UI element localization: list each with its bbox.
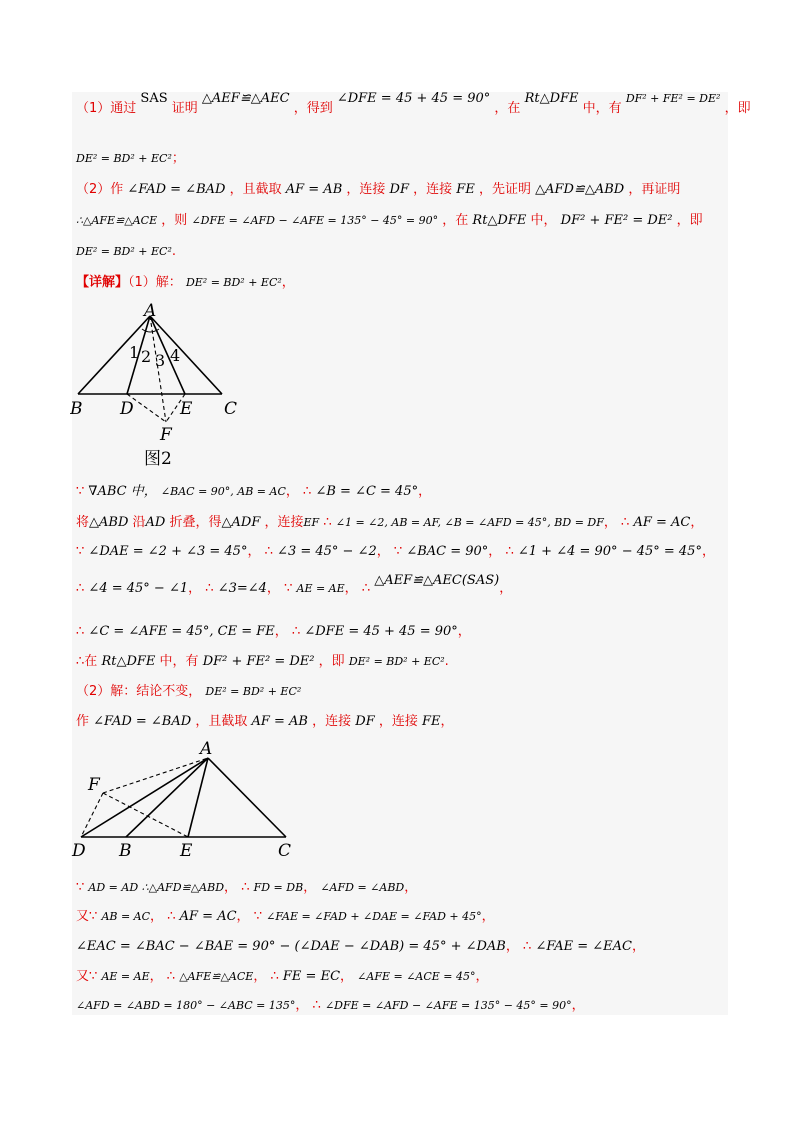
proof-sep: ， xyxy=(631,939,645,954)
analysis-text: ，即 xyxy=(724,101,751,116)
analysis-text: ，连接 xyxy=(346,182,386,197)
proof-sep: ， xyxy=(376,544,390,559)
analysis-math: DE² = BD² + EC² xyxy=(76,245,172,258)
analysis-math: DF² + FE² = DE² xyxy=(560,213,673,228)
proof-sep: ， xyxy=(418,484,432,499)
proof-math: EF xyxy=(303,516,320,529)
analysis-math: DF² + FE² = DE² xyxy=(625,92,721,105)
analysis-math: DE² = BD² + EC² xyxy=(76,152,172,165)
proof-math: AF = AC xyxy=(633,515,691,530)
proof-sep: ， xyxy=(274,624,288,639)
proof-text: ∇ABC 中， xyxy=(88,484,157,499)
analysis-math: Rt△DFE xyxy=(472,213,527,228)
analysis-text: 证明 xyxy=(171,101,198,116)
proof-text: （2）解：结论不变， xyxy=(76,684,202,699)
proof-sep: ， xyxy=(475,969,489,984)
proof-text: 中，有 xyxy=(159,654,199,669)
proof-math: ∠DAE = ∠2 + ∠3 = 45° xyxy=(88,544,248,559)
proof-math: ∠AFE = ∠ACE = 45° xyxy=(357,970,476,983)
proof-text: 折叠，得 xyxy=(169,515,222,530)
analysis-text: ； xyxy=(171,151,185,166)
analysis-text: （2）作 xyxy=(76,182,124,197)
proof-math: AD xyxy=(145,515,166,530)
proof-sep: ， xyxy=(690,515,704,530)
proof-math: ∠1 = ∠2, AB = AF, ∠B = ∠AFD = 45°, BD = DF xyxy=(335,516,604,529)
analysis-math: △AFD≌△ABD xyxy=(535,182,625,197)
label-a: A xyxy=(144,302,157,321)
figure-caption: 图2 xyxy=(144,449,172,469)
proof-sep: ， xyxy=(236,909,250,924)
therefore-symbol: ∴ xyxy=(505,544,514,559)
proof1-row-7 xyxy=(76,683,301,701)
because-symbol: ∵ xyxy=(284,581,293,596)
because-symbol: ∵ xyxy=(89,969,98,984)
proof-sep: ， xyxy=(266,581,280,596)
proof-text: ， xyxy=(440,714,454,729)
analysis-math: ∠FAD = ∠BAD xyxy=(127,182,226,197)
analysis-text: ，在 xyxy=(494,101,521,116)
detail-result: DE² = BD² + EC² xyxy=(185,276,282,289)
proof-sep: ， xyxy=(149,969,163,984)
proof-sep: ， xyxy=(188,581,202,596)
proof-math: FE = EC xyxy=(282,969,341,984)
proof-math: △ADF xyxy=(221,515,261,530)
proof-math: ∠FAE = ∠FAD + ∠DAE = ∠FAD + 45° xyxy=(266,910,482,923)
proof2-row-5 xyxy=(76,997,585,1015)
proof-text: 将 xyxy=(76,515,90,530)
because-symbol: ∵ xyxy=(89,909,98,924)
proof1-row-8 xyxy=(76,713,454,731)
figure-1 xyxy=(70,302,250,472)
segment-ab xyxy=(126,758,208,837)
proof-math: ∠EAC = ∠BAC − ∠BAE = 90° − (∠DAE − ∠DAB) = 45° + ∠DAB xyxy=(76,939,506,954)
proof-math: △ABD xyxy=(89,515,129,530)
proof-math: △AEF≌△AEC(SAS) xyxy=(374,573,500,588)
label-e: E xyxy=(180,399,193,419)
proof2-row-2 xyxy=(76,908,495,926)
analysis-text: 中，有 xyxy=(582,101,622,116)
therefore-symbol: ∴ xyxy=(76,581,85,596)
analysis-math: FE xyxy=(456,182,475,197)
proof-text: 在 xyxy=(84,654,98,669)
proof-sep: ， xyxy=(247,544,261,559)
therefore-symbol: ∴ xyxy=(166,969,176,984)
analysis-text: ，得到 xyxy=(293,101,333,116)
proof-math: ∠DFE = 45 + 45 = 90° xyxy=(304,624,458,639)
proof1-row-1 xyxy=(76,483,431,501)
label-d: D xyxy=(120,399,134,419)
proof-math: AE = AE xyxy=(296,582,345,595)
label-e: E xyxy=(180,841,193,861)
proof-sep: ， xyxy=(340,969,354,984)
proof-math: ∠3=∠4 xyxy=(217,581,267,596)
detail-text: ， xyxy=(281,275,295,290)
proof-math: AD = AD ∴△AFD≌△ABD xyxy=(88,881,225,894)
label-b: B xyxy=(70,399,83,419)
proof-math: ∠C = ∠AFE = 45°, CE = FE xyxy=(88,624,275,639)
proof-sep: ， xyxy=(481,909,495,924)
analysis-text: ，再证明 xyxy=(628,182,681,197)
analysis-text: ，在 xyxy=(442,213,469,228)
proof-sep: ， xyxy=(285,484,299,499)
proof-text: 又 xyxy=(76,909,90,924)
proof-math: DE² = BD² + EC² xyxy=(205,685,302,698)
segment-af xyxy=(103,758,208,793)
label-b: B xyxy=(119,841,132,861)
proof-math: ∠4 = 45° − ∠1 xyxy=(88,581,189,596)
proof-sep: ， xyxy=(150,909,164,924)
proof-math: AE = AE xyxy=(101,970,150,983)
analysis-math: ∠DFE = 45 + 45 = 90° xyxy=(336,91,491,106)
analysis-math: AF = AB xyxy=(285,182,343,197)
analysis-text: ，则 xyxy=(161,213,188,228)
detail-part: （1）解： xyxy=(128,275,182,290)
angle-label-2: 2 xyxy=(141,347,152,366)
proof-text: ，且截取 xyxy=(195,714,248,729)
proof1-row-3 xyxy=(76,543,715,561)
because-symbol: ∵ xyxy=(76,484,85,499)
proof2-row-1 xyxy=(76,879,417,897)
detail-tag: 【详解】 xyxy=(76,275,129,290)
therefore-symbol: ∴ xyxy=(621,515,630,530)
analysis-math: Rt△DFE xyxy=(524,91,579,106)
proof-math: ∠DFE = ∠AFD − ∠AFE = 135° − 45° = 90° xyxy=(324,999,572,1012)
proof-sep: ， xyxy=(253,969,267,984)
angle-label-4: 4 xyxy=(170,346,181,365)
proof-sep: ， xyxy=(571,998,585,1013)
proof-text: 作 xyxy=(76,714,90,729)
proof-math: FE xyxy=(422,714,441,729)
because-symbol: ∵ xyxy=(76,544,85,559)
segment-ac xyxy=(208,758,286,837)
therefore-symbol: ∴ xyxy=(523,939,532,954)
therefore-symbol: ∴ xyxy=(76,624,85,639)
proof-math: ∠FAE = ∠EAC xyxy=(535,939,632,954)
therefore-symbol: ∴ xyxy=(167,909,176,924)
proof-sep: ， xyxy=(224,880,238,895)
proof1-row-5 xyxy=(76,623,471,641)
analysis-line-1 xyxy=(76,91,751,118)
therefore-symbol: ∴ xyxy=(76,654,85,669)
proof-math: DE² = BD² + EC² xyxy=(348,655,445,668)
label-c: C xyxy=(224,399,238,419)
analysis-line-5 xyxy=(76,243,176,261)
proof-math: ∠1 + ∠4 = 90° − 45° = 45° xyxy=(517,544,702,559)
segment-ad xyxy=(81,758,208,837)
analysis-math: ∠DFE = ∠AFD − ∠AFE = 135° − 45° = 90° xyxy=(191,214,439,227)
proof-sep: ， xyxy=(303,880,317,895)
figure-2 xyxy=(70,738,300,864)
proof2-row-4 xyxy=(76,968,489,986)
analysis-text: ，先证明 xyxy=(478,182,531,197)
therefore-symbol: ∴ xyxy=(323,515,332,530)
proof-math: DF² + FE² = DE² xyxy=(202,654,315,669)
proof-math: DF xyxy=(355,714,375,729)
because-symbol: ∵ xyxy=(253,909,262,924)
proof-sep: ， xyxy=(404,880,418,895)
proof-math: ∠BAC = 90° xyxy=(406,544,489,559)
analysis-text: ，连接 xyxy=(413,182,453,197)
label-c: C xyxy=(278,841,292,861)
proof-text: 又 xyxy=(76,969,90,984)
analysis-text: . xyxy=(171,244,176,259)
proof-text: ，即 xyxy=(318,654,345,669)
proof-sep: ， xyxy=(701,544,715,559)
proof-math: ∠BAC = 90°, AB = AC xyxy=(160,485,286,498)
proof-text: ，连接 xyxy=(378,714,418,729)
proof1-row-2 xyxy=(76,514,703,532)
proof-math: △AFE≌△ACE xyxy=(179,970,254,983)
therefore-symbol: ∴ xyxy=(241,880,250,895)
proof-math: ∠B = ∠C = 45° xyxy=(315,484,419,499)
proof-math: AF = AC xyxy=(179,909,237,924)
analysis-text: （1）通过 xyxy=(76,101,137,116)
label-f: F xyxy=(88,775,100,795)
proof-sep: . xyxy=(444,654,449,669)
proof1-row-4 xyxy=(76,573,513,598)
proof-text: 沿 xyxy=(132,515,146,530)
angle-label-1: 1 xyxy=(129,343,140,362)
analysis-line-3 xyxy=(76,181,680,199)
proof-text: ，连接 xyxy=(312,714,352,729)
proof-math: Rt△DFE xyxy=(101,654,156,669)
segment-ae xyxy=(188,758,208,837)
analysis-math: △AEF≌△AEC xyxy=(201,91,290,106)
because-symbol: ∵ xyxy=(393,544,403,559)
proof-sep: ， xyxy=(505,939,519,954)
detail-heading xyxy=(76,274,295,292)
proof-sep: ， xyxy=(488,544,502,559)
therefore-symbol: ∴ xyxy=(312,998,321,1013)
proof1-row-6 xyxy=(76,653,449,671)
proof-sep: ， xyxy=(499,581,513,596)
proof-math: ∠AFD = ∠ABD xyxy=(320,881,405,894)
label-d: D xyxy=(72,841,86,861)
proof-sep: ， xyxy=(457,624,471,639)
analysis-line-2 xyxy=(76,150,185,168)
proof-sep: ， xyxy=(295,998,309,1013)
proof2-row-3 xyxy=(76,938,645,956)
therefore-symbol: ∴ xyxy=(270,969,279,984)
proof-math: AB = AC xyxy=(101,910,151,923)
proof-math: ∠3 = 45° − ∠2 xyxy=(277,544,377,559)
proof-math: ∠FAD = ∠BAD xyxy=(93,714,192,729)
therefore-symbol: ∴ xyxy=(205,581,214,596)
because-symbol: ∵ xyxy=(76,880,85,895)
analysis-text: ，且截取 xyxy=(229,182,282,197)
proof-math: ∠AFD = ∠ABD = 180° − ∠ABC = 135° xyxy=(76,999,296,1012)
therefore-symbol: ∴ xyxy=(291,624,301,639)
label-a: A xyxy=(200,739,213,759)
label-f: F xyxy=(160,425,172,445)
angle-label-3: 3 xyxy=(155,351,166,370)
analysis-math: ∴△AFE≌△ACE xyxy=(76,214,158,227)
proof-text: ，连接 xyxy=(264,515,304,530)
proof-sep: ， xyxy=(603,515,617,530)
therefore-symbol: ∴ xyxy=(303,484,312,499)
therefore-symbol: ∴ xyxy=(361,581,371,596)
analysis-text: ，即 xyxy=(676,213,703,228)
analysis-math: DF xyxy=(389,182,409,197)
proof-math: AF = AB xyxy=(251,714,308,729)
proof-math: FD = DB xyxy=(253,881,304,894)
analysis-line-4 xyxy=(76,212,703,230)
analysis-text: 中， xyxy=(530,213,557,228)
therefore-symbol: ∴ xyxy=(264,544,273,559)
analysis-math: SAS xyxy=(140,91,168,106)
proof-sep: ， xyxy=(344,581,358,596)
